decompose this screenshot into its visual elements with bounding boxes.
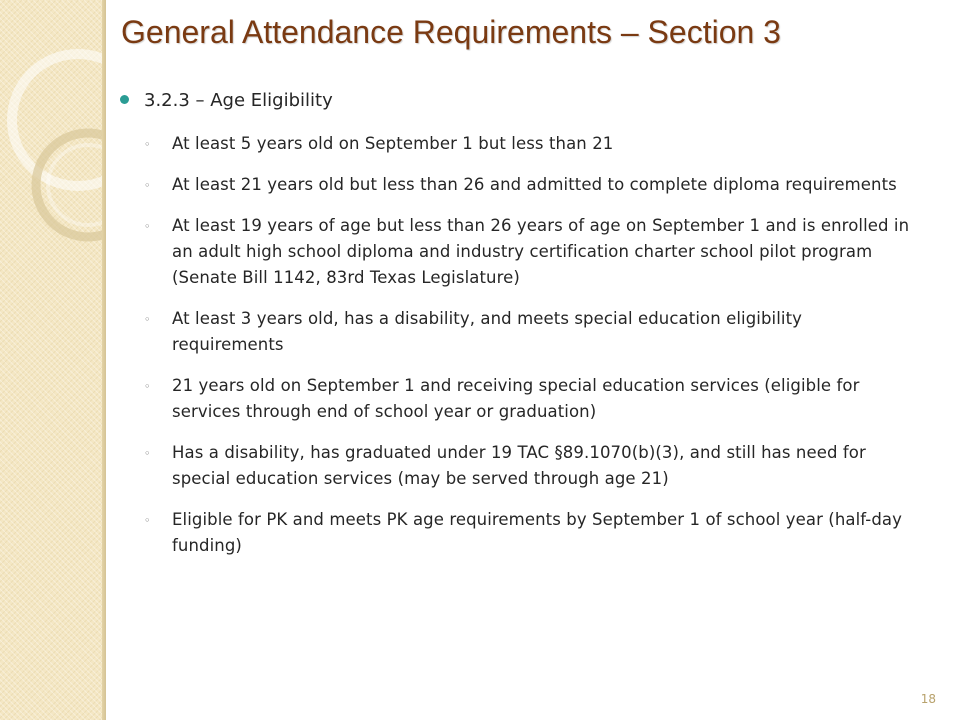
list-item-text: Has a disability, has graduated under 19 TAC §89.1070(b)(3), and still has need for special education services (may be served through age 21)	[172, 443, 866, 488]
list-item-text: At least 5 years old on September 1 but less than 21	[172, 134, 614, 153]
list-item	[144, 440, 920, 492]
ring-bullet-icon: ◦	[144, 380, 151, 393]
list-item	[144, 131, 920, 157]
ring-bullet-icon: ◦	[144, 138, 151, 151]
list-item-text: Eligible for PK and meets PK age requirements by September 1 of school year (half-day funding)	[172, 510, 902, 555]
bullet-heading-row	[120, 90, 920, 111]
list-item-text: 21 years old on September 1 and receiving special education services (eligible for services through end of school year or graduation)	[172, 376, 860, 421]
list-item-text: At least 21 years old but less than 26 and admitted to complete diploma requirements	[172, 175, 897, 194]
ring-bullet-icon: ◦	[144, 447, 151, 460]
ring-bullet-icon: ◦	[144, 179, 151, 192]
slide-title: General Attendance Requirements – Section 3	[121, 14, 781, 50]
decorative-sidebar	[0, 0, 106, 720]
ring-bullet-icon: ◦	[144, 514, 151, 527]
ring-bullet-icon: ◦	[144, 313, 151, 326]
teal-bullet-icon	[120, 95, 129, 104]
list-item	[144, 507, 920, 559]
list-item	[144, 172, 920, 198]
bullet-heading: 3.2.3 – Age Eligibility	[144, 90, 333, 111]
list-item	[144, 373, 920, 425]
slide-content	[120, 90, 920, 574]
ring-bullet-icon: ◦	[144, 220, 151, 233]
sub-bullet-list	[120, 131, 920, 559]
list-item-text: At least 19 years of age but less than 26 years of age on September 1 and is enrolled in an adult high school diploma and industry certification charter school pilot program (Senate Bill 1142, 83rd Texas Legislature)	[172, 216, 910, 287]
sidebar-edge	[102, 0, 106, 720]
list-item-text: At least 3 years old, has a disability, and meets special education eligibility requirements	[172, 309, 803, 354]
decorative-rings-icon	[0, 0, 106, 720]
list-item	[144, 213, 920, 291]
page-number: 18	[920, 692, 936, 706]
list-item	[144, 306, 920, 358]
